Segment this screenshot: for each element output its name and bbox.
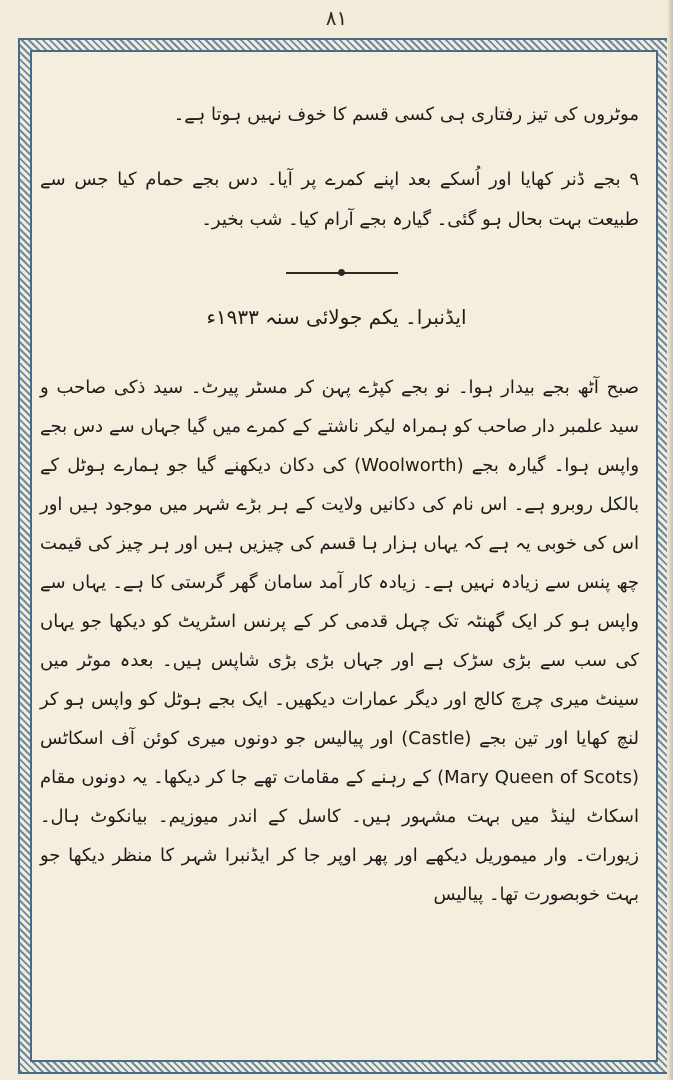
paragraph-edinburgh-day: صبح آٹھ بجے بیدار ہوا۔ نو بجے کپڑے پہن کر مسٹر پیرٹ۔ سید ذکی صاحب و سید علمبر دار صاحب کو ہمراہ لیکر ناشتے کے کمرے میں گیا جہاں سے دس بجے واپس ہوا۔ گیارہ بجے (Woolworth) کی دکان دیکھنے گیا جو ہمارے ہوٹل کے بالکل روبرو ہے۔ اس نام کی دکانیں ولایت کے ہر بڑے شہر میں موجود ہیں اور اس کی خوبی یہ ہے کہ یہاں ہزار ہا قسم کی چیزیں ہیں اور ہر چیز کی قیمت چھ پنس سے زیادہ نہیں ہے۔ زیادہ کار آمد سامان گھر گرستی کا ہے۔ یہاں سے واپس ہو کر ایک گھنٹہ تک چہل قدمی کر کے پرنس اسٹریٹ کو دیکھا جو یہاں کی سب سے بڑی سڑک ہے اور جہاں بڑی بڑی شاپس ہیں۔ بعدہ موٹر میں سینٹ میری چرچ کالج اور دیگر عمارات دیکھیں۔ ایک بجے ہوٹل کو واپس ہو کر لنچ کھایا اور تین بجے (Castle) اور پیالیس جو دونوں میری کوئن آف اسکاٹس (Mary Queen of Scots) کے رہنے کے مقامات تھے جا کر دیکھا۔ یہ دونوں مقام اسکاٹ لینڈ میں بہت مشہور ہیں۔ کاسل کے اندر میوزیم۔ بیانکوٹ ہال۔ زیورات۔ وار میموریل دیکھے اور پھر اوپر جا کر ایڈنبرا شہر کا منظر دیکھا جو بہت خوبصورت تھا۔ پیالیس bbox=[40, 377, 640, 905]
page-fold-shadow bbox=[667, 0, 673, 1080]
section-divider bbox=[286, 272, 398, 274]
section-heading: ایڈنبرا۔ یکم جولائی سنہ ۱۹۳۳ء bbox=[206, 305, 467, 329]
paragraph-motor-speed: موٹروں کی تیز رفتاری ہی کسی قسم کا خوف نہیں ہوتا ہے۔ bbox=[173, 104, 639, 125]
page-number: ۸۱ bbox=[325, 6, 348, 30]
paragraph-dinner: ۹ بجے ڈنر کھایا اور اُسکے بعد اپنے کمرے پر آیا۔ دس بجے حمام کیا جس سے طبیعت بہت بحال ہو گئی۔ گیارہ بجے آرام کیا۔ شب بخیر۔ bbox=[40, 169, 639, 230]
